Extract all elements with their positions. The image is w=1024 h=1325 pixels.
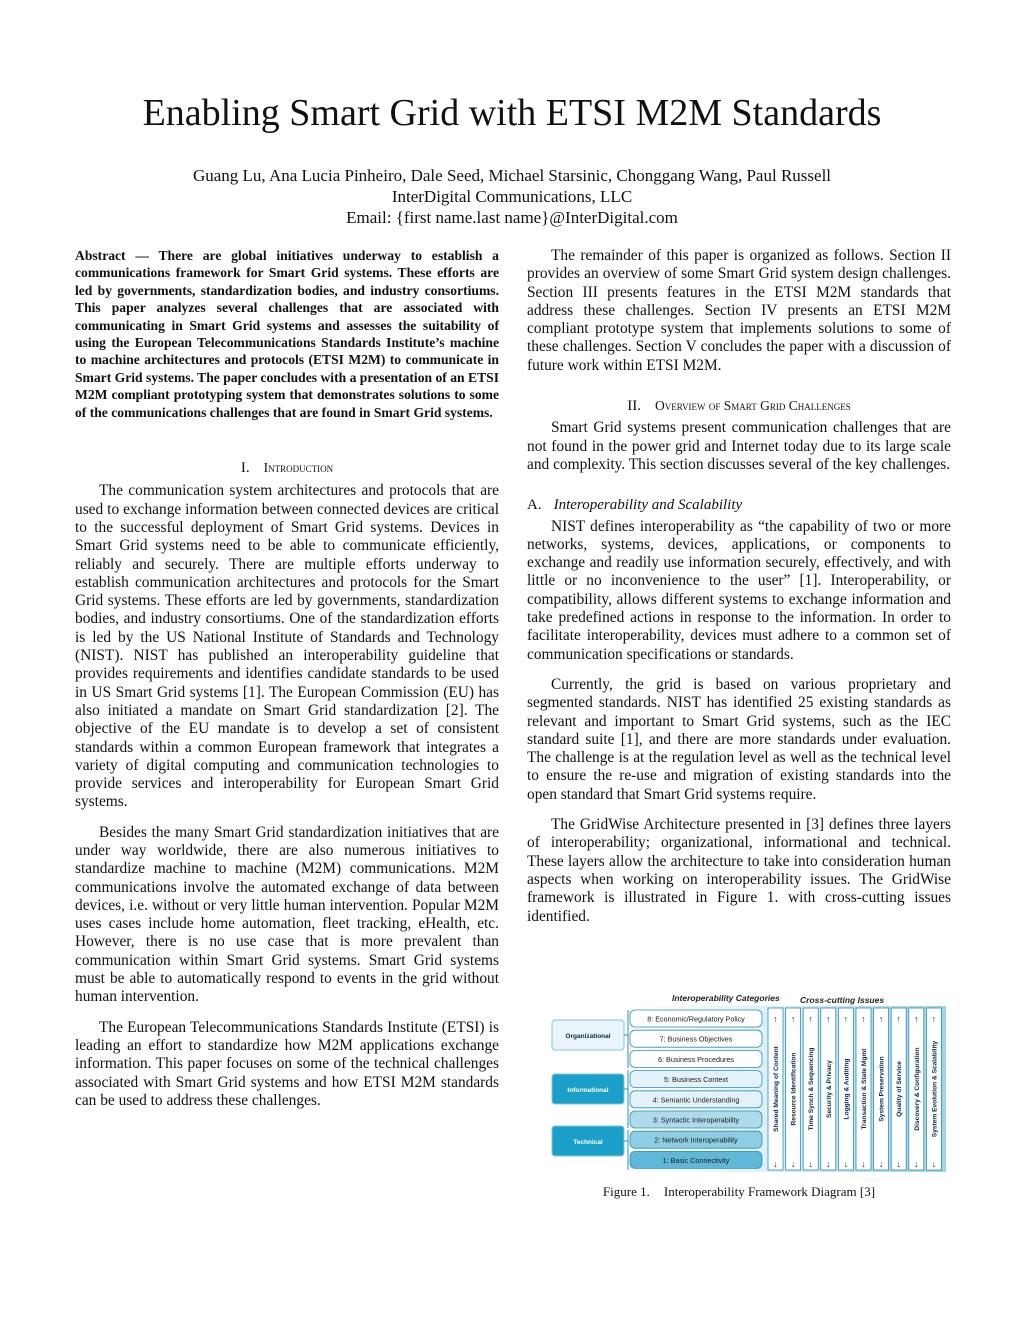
layer-1 [630,1151,762,1168]
issue-label: Resource Identification [790,1052,798,1126]
layer-label: 8: Economic/Regulatory Policy [647,1014,745,1024]
group-bracket [624,1130,628,1170]
up-arrow-icon: ↑ [808,1014,813,1024]
abstract [75,247,499,421]
layer-label: 5: Business Context [664,1075,728,1085]
issue-column [768,1008,783,1170]
category-group-informational [552,1074,624,1104]
figure-header-issues: Cross-cutting Issues [800,995,885,1005]
email: Email: {first name.last name}@InterDigital.com [346,208,678,227]
interop-paragraph-2: Currently, the grid is based on various proprietary and segmented standards. NIST has identified 25 existing standards as relevant and important to Smart Grid systems, such as the IEC standard suite [1], and there are more standards under evaluation. The challenge is at the regulation level as well as the technical level to ensure the re-use and migration of existing standards into the open standard that Smart Grid systems require. [527,675,951,803]
issue-label: Logging & Auditing [843,1058,851,1120]
up-arrow-icon: ↑ [826,1014,831,1024]
category-group-label: Technical [573,1139,603,1146]
layer-label: 7: Business Objectives [659,1034,733,1044]
layer-label: 2: Network Interoperability [654,1135,738,1145]
down-arrow-icon: ↓ [878,1159,884,1169]
up-arrow-icon: ↑ [861,1014,866,1024]
issue-label: Quality of Service [896,1061,904,1117]
issue-label: Security & Privacy [825,1060,833,1118]
author-list: Guang Lu, Ana Lucia Pinheiro, Dale Seed, Michael Starsinic, Chonggang Wang, Paul Russell [192,166,832,185]
category-group-label: Informational [567,1087,609,1094]
issue-label: Shared Meaning of Content [773,1046,780,1132]
down-arrow-icon: ↓ [843,1159,849,1169]
right-column [527,247,951,926]
layer-label: 6: Business Procedures [658,1054,734,1064]
affiliation: InterDigital Communications, LLC [391,187,633,206]
layer-7 [630,1030,762,1047]
organization-paragraph: The remainder of this paper is organized as follows. Section II provides an overview of some Smart Grid system design challenges. Section III presents features in the ETSI M2M standards that address these challenges. Section IV presents an ETSI M2M compliant prototype system that implements solutions to some of these challenges. Section V concludes the paper with a discussion of future work within ETSI M2M. [527,247,951,374]
up-arrow-icon: ↑ [773,1014,778,1024]
abstract-dash: — [125,248,159,263]
issue-label: Time Synch & Sequencing [808,1047,816,1131]
layer-label: 3: Syntactic Interoperability [652,1115,740,1125]
issue-column [803,1008,818,1170]
issue-column [821,1008,836,1170]
section-heading-2: II. Overview of Smart Grid Challenges [627,398,851,415]
issue-column [838,1008,853,1170]
issue-label: System Evolution & Scalability [931,1040,939,1138]
layer-2 [630,1131,762,1148]
down-arrow-icon: ↓ [914,1159,919,1169]
abstract-label: Abstract [75,248,126,263]
layer-label: 4: Semantic Understanding [652,1095,740,1105]
layer-3 [630,1111,762,1128]
interoperability-figure [548,992,950,1174]
figure-header-categories: Interoperability Categories [672,993,780,1003]
category-group-organizational [552,1020,624,1050]
issue-label: System Preservation [878,1056,886,1122]
category-group-technical [552,1126,624,1156]
left-column [75,247,499,1110]
layer-4 [630,1091,762,1108]
intro-paragraph-2: Besides the many Smart Grid standardization initiatives that are under way worldwide, there are also numerous initiatives to standardize machine to machine (M2M) communications. M2M communications involve the automated exchange of data between devices, i.e. without or very little human intervention. Popular M2M uses cases include home automation, fleet tracking, eHealth, etc. However, there is no use case that is more prevalent than communication within Smart Grid systems. Smart Grid systems must be able to automatically respond to events in the grid without human intervention. [75,823,499,1006]
interoperability-diagram [548,992,950,1174]
figure-caption: Figure 1. Interoperability Framework Diagram [3] [602,1184,876,1199]
down-arrow-icon: ↓ [861,1159,866,1169]
issue-column [926,1008,941,1170]
group-bracket [624,1010,628,1068]
author-block [0,165,1024,228]
down-arrow-icon: ↓ [808,1159,813,1169]
layer-5 [630,1071,762,1088]
up-arrow-icon: ↑ [914,1014,919,1024]
intro-paragraph-1: The communication system architectures and protocols that are used to exchange information between connected devices are critical to the successful deployment of Smart Grid systems. Devices in Smart Grid systems need to be able to communicate efficiently, reliably and securely. There are multiple efforts underway to establish communication architectures and protocols for the Smart Grid systems. These efforts are led by governments, standardization bodies, and industry consortiums. One of the standardization efforts is led by the US National Institute of Standards and Technology (NIST). NIST has published an interoperability guideline that provides requirements and identifies candidate standards to be used in US Smart Grid systems [1]. The European Commission (EU) has also initiated a mandate on Smart Grid standardization [2]. The objective of the EU mandate is to develop a set of consistent standards within a common European framework that integrates a variety of digital computing and communication technologies to provide services and interoperability for European Smart Grid systems. [75,482,499,811]
issue-column [786,1008,801,1170]
layer-6 [630,1050,762,1067]
layer-label: 1: Basic Connectivity [662,1155,730,1165]
down-arrow-icon: ↓ [896,1159,901,1169]
group-bracket [624,1070,628,1128]
down-arrow-icon: ↓ [773,1159,778,1169]
abstract-text: There are global initiatives underway to establish a communications framework for Smart Grid systems. These efforts are led by governments, standardization bodies, and industry consortiums. This paper analyzes several challenges that are associated with communicating in Smart Grid systems and assesses the suitability of using the European Telecommunications Standards Institute’s machine to machine architectures and protocols (ETSI M2M) to communicate in Smart Grid systems. The paper concludes with a presentation of an ETSI M2M compliant prototyping system that demonstrates solutions to some of the communications challenges that are found in Smart Grid systems. [75,248,499,420]
down-arrow-icon: ↓ [826,1159,831,1169]
issue-column [874,1008,889,1170]
intro-paragraph-3: The European Telecommunications Standards Institute (ETSI) is leading an effort to standardize how M2M applications exchange information. This paper focuses on some of the technical challenges associated with Smart Grid systems and how ETSI M2M standards can be used to address these challenges. [75,1018,499,1109]
section-heading-1: I. Introduction [240,460,334,477]
issue-column [909,1008,924,1170]
issue-label: Transaction & State Mgmt [861,1048,868,1130]
interop-paragraph-1: NIST defines interoperability as “the capability of two or more networks, systems, devices, applications, or components to exchange and readily use information securely, effectively, and with little or no inconvenience to the user” [1]. Interoperability, or compatibility, allows different systems to exchange information and take predefined actions in response to the information. In order to facilitate interoperability, devices must adhere to a common set of communication specifications or standards. [527,517,951,663]
up-arrow-icon: ↑ [843,1014,849,1024]
up-arrow-icon: ↑ [896,1014,901,1024]
issue-column [856,1008,871,1170]
subsection-heading-a: A. Interoperability and Scalability [527,497,743,514]
layer-8 [630,1010,762,1027]
down-arrow-icon: ↓ [931,1159,937,1169]
up-arrow-icon: ↑ [790,1014,796,1024]
up-arrow-icon: ↑ [931,1014,937,1024]
up-arrow-icon: ↑ [878,1014,884,1024]
down-arrow-icon: ↓ [790,1159,796,1169]
paper-title: Enabling Smart Grid with ETSI M2M Standards [142,92,882,134]
issue-label: Discovery & Configuration [913,1047,921,1131]
category-group-label: Organizational [565,1033,611,1040]
interop-paragraph-3: The GridWise Architecture presented in [3] defines three layers of interoperability; organizational, informational and technical. These layers allow the architecture to take into consideration human aspects when working on interoperability issues. The GridWise framework is illustrated in Figure 1. with cross-cutting issues identified. [527,816,951,925]
issue-column [891,1008,906,1170]
challenges-paragraph: Smart Grid systems present communication challenges that are not found in the power grid and Internet today due to its large scale and complexity. This section discusses several of the key challenges. [527,419,951,473]
